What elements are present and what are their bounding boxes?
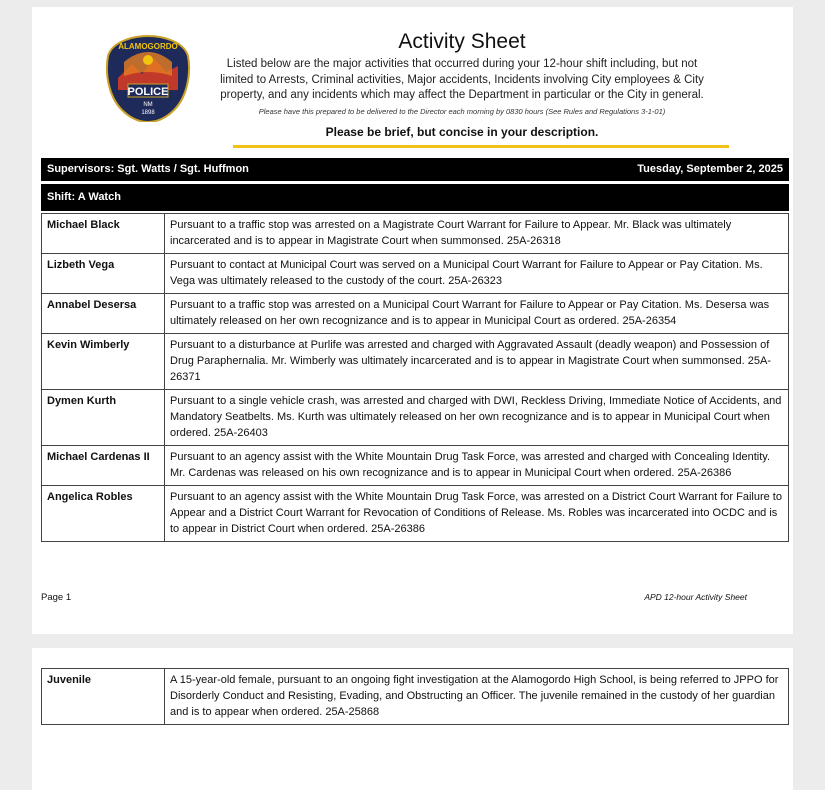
supervisors-label: Supervisors: Sgt. Watts / Sgt. Huffmon bbox=[47, 163, 249, 175]
badge-state: NM bbox=[143, 102, 153, 108]
shift-label: Shift: A Watch bbox=[47, 191, 121, 203]
person-name: Michael Cardenas II bbox=[42, 446, 165, 486]
activity-description: Pursuant to a disturbance at Purlife was arrested and charged with Aggravated Assault (deadly weapon) and Possession of Drug Paraphernalia. Mr. Wimberly was ultimately incarcerated and is to appear in Magistrate Court when summonsed. 25A-26371 bbox=[165, 334, 789, 390]
activity-description: Pursuant to a traffic stop was arrested on a Magistrate Court Warrant for Failure to Appear. Mr. Black was ultimately incarcerated and is to appear in Magistrate Court when summonsed. 25A-26318 bbox=[165, 214, 789, 254]
page-title: Activity Sheet bbox=[398, 30, 526, 53]
activity-table bbox=[41, 213, 789, 542]
badge-top-text: ALAMOGORDO bbox=[118, 42, 178, 51]
police-badge-logo bbox=[104, 34, 192, 122]
person-name: Dymen Kurth bbox=[42, 390, 165, 446]
delivery-note: Please have this prepared to be delivered to the Director each morning by 0830 hours (See Rules and Regulations 3-1-01) bbox=[258, 107, 666, 116]
person-name: Juvenile bbox=[42, 669, 165, 725]
activity-description: Pursuant to contact at Municipal Court was served on a Municipal Court Warrant for Failure to Appear or Pay Citation. Ms. Vega was ultimately released to the custody of the court. 25A-26323 bbox=[165, 254, 789, 294]
report-date: Tuesday, September 2, 2025 bbox=[637, 163, 783, 175]
brief-note: Please be brief, but concise in your description. bbox=[325, 125, 599, 139]
activity-description: Pursuant to a traffic stop was arrested on a Municipal Court Warrant for Failure to Appear or Pay Citation. Ms. Desersa was ultimately released on her own recognizance and is to appear in Municipal Court as ordered. 25A-26354 bbox=[165, 294, 789, 334]
person-name: Angelica Robles bbox=[42, 486, 165, 542]
shift-bar bbox=[41, 184, 789, 211]
table-row bbox=[42, 294, 789, 334]
activity-description: A 15-year-old female, pursuant to an ongoing fight investigation at the Alamogordo High School, is being referred to JPPO for Disorderly Conduct and Resisting, Evading, and Obstructing an Officer. The juvenile remained in the custody of her guardian and is to appear when ordered. 25A-25868 bbox=[165, 669, 789, 725]
page-2 bbox=[32, 648, 793, 790]
person-name: Annabel Desersa bbox=[42, 294, 165, 334]
table-row bbox=[42, 669, 789, 725]
supervisors-bar bbox=[41, 158, 789, 181]
activity-table-continued bbox=[41, 668, 789, 725]
table-row bbox=[42, 390, 789, 446]
table-row bbox=[42, 334, 789, 390]
table-row bbox=[42, 486, 789, 542]
activity-description: Pursuant to an agency assist with the White Mountain Drug Task Force, was arrested on a District Court Warrant for Failure to Appear and a District Court Warrant for Revocation of Conditions of Release. Ms. Robles was incarcerated into OCDC and is to appear in District Court when ordered. 25A-26386 bbox=[165, 486, 789, 542]
accent-divider bbox=[233, 145, 729, 148]
table-row bbox=[42, 254, 789, 294]
person-name: Michael Black bbox=[42, 214, 165, 254]
document-name: APD 12-hour Activity Sheet bbox=[644, 592, 747, 602]
page-number: Page 1 bbox=[41, 592, 72, 603]
person-name: Kevin Wimberly bbox=[42, 334, 165, 390]
activity-description: Pursuant to a single vehicle crash, was arrested and charged with DWI, Reckless Driving, Immediate Notice of Accidents, and Mandatory Seatbelts. Ms. Kurth was ultimately released on her own recognizance and is to appear in Municipal Court when ordered. 25A-26403 bbox=[165, 390, 789, 446]
table-row bbox=[42, 214, 789, 254]
person-name: Lizbeth Vega bbox=[42, 254, 165, 294]
badge-word: POLICE bbox=[127, 86, 169, 98]
page-1 bbox=[32, 7, 793, 634]
table-row bbox=[42, 446, 789, 486]
intro-text: Listed below are the major activities that occurred during your 12-hour shift including, but not limited to Arrests, Criminal activities, Major accidents, Incidents involving City employees & City property, and any incidents which may affect the Department in particular or the City in general. bbox=[220, 58, 704, 101]
activity-description: Pursuant to an agency assist with the White Mountain Drug Task Force, was arrested and charged with Concealing Identity. Mr. Cardenas was released on his own recognizance and is to appear in Municipal Court when ordered. 25A-26386 bbox=[165, 446, 789, 486]
badge-year: 1898 bbox=[141, 110, 155, 116]
